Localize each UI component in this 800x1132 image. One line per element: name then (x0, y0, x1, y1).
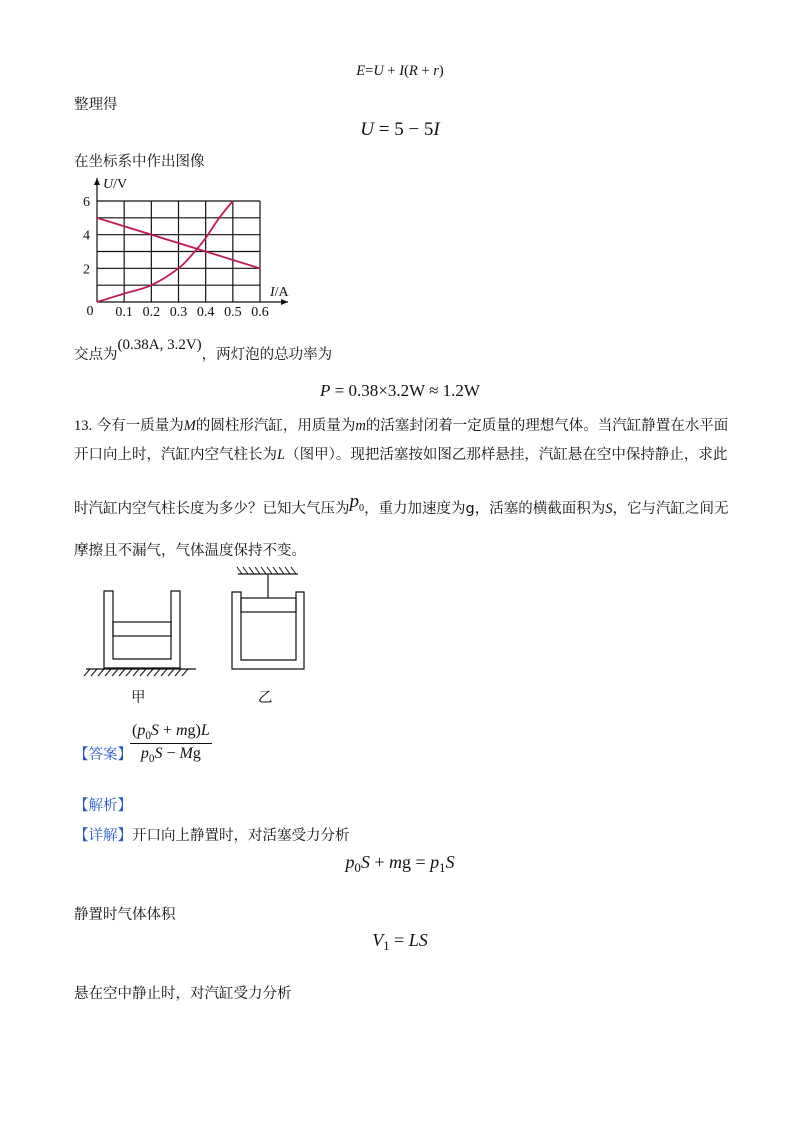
hatch-line (140, 669, 146, 676)
equation-u (0, 119, 800, 141)
detail-label: 【详解】 (74, 828, 132, 844)
q-l1-m: m (355, 418, 366, 434)
answer-fraction (130, 722, 212, 765)
hatch-line (267, 567, 272, 574)
yi-cylinder-wall (232, 592, 304, 669)
hatch-line (168, 669, 174, 676)
y-axis-label: U/V (103, 177, 128, 192)
eq2-U: U (360, 119, 374, 140)
label-yi: 乙 (258, 690, 273, 706)
eq1-r: r (433, 63, 439, 79)
hatch-line (249, 567, 254, 574)
hatch-line (291, 567, 296, 574)
hatch-line (175, 669, 181, 676)
question-number: 13. (74, 418, 93, 434)
q-l1-a: 今有一质量为 (96, 418, 184, 434)
hatch-line (255, 567, 260, 574)
x-tick-label: 0.2 (142, 305, 161, 320)
power-rhs: = 0.38×3.2W ≈ 1.2W (334, 381, 480, 400)
an-n3: S (150, 722, 159, 739)
question-line-1 (74, 416, 728, 436)
equation-piston-balance (0, 852, 800, 876)
an-n4: + (158, 722, 176, 739)
y-axis-arrow (94, 178, 100, 185)
hatch-line (161, 669, 167, 676)
question-line-4: 摩擦且不漏气，气体温度保持不变。 (74, 543, 306, 559)
eq2-I: I (433, 119, 440, 140)
x-tick-label: 0.4 (196, 305, 215, 320)
eq1-plus: + (387, 63, 396, 79)
hatch-line (84, 669, 90, 676)
intersection-suffix: ，两灯泡的总功率为 (201, 347, 333, 363)
an-d3: − (162, 745, 180, 762)
hatch-line (261, 567, 266, 574)
hatch-line (112, 669, 118, 676)
x-tick-label: 0.5 (224, 305, 242, 320)
text-rearrange: 整理得 (74, 97, 118, 113)
text-hang: 悬在空中静止时，对汽缸受力分析 (74, 986, 292, 1002)
label-jia: 甲 (131, 690, 146, 706)
detail-line (74, 826, 350, 846)
an-d2: S (154, 745, 163, 762)
hatch-line (273, 567, 278, 574)
eq3-sub0: 0 (354, 861, 361, 875)
hatch-line (91, 669, 97, 676)
an-d1: 0 (148, 753, 155, 765)
eq2-rhs: = 5 − 5 (378, 119, 434, 140)
text-volume: 静置时气体体积 (74, 907, 176, 923)
answer-denominator (130, 744, 212, 765)
hatch-line (279, 567, 284, 574)
eq1-open-paren: ( (404, 63, 409, 79)
eq3-S2: S (445, 852, 455, 872)
x-axis-label: I/A (270, 285, 289, 300)
an-n1: p (137, 722, 146, 739)
eq3-g-eq: g = (402, 852, 431, 872)
eq3-S: S (360, 852, 370, 872)
hatch-line (105, 669, 111, 676)
q-l3-a: 时汽缸内空气柱长度为多少？已知大气压为 (74, 501, 350, 517)
eq3-p: p (345, 852, 355, 872)
hatch-line (154, 669, 160, 676)
eq4-V: V (372, 930, 384, 950)
equation-power (0, 381, 800, 401)
hatch-line (119, 669, 125, 676)
y-tick-label: 6 (83, 195, 90, 210)
question-line-3 (74, 491, 729, 525)
yi-ceiling-hatch (237, 567, 296, 574)
yi-piston (241, 598, 296, 612)
q-l3-p-sub: 0 (359, 503, 365, 514)
answer-label: 【答案】 (74, 747, 132, 763)
intersection-value: (0.38A, 3.2V) (117, 337, 202, 353)
detail-text: 开口向上静置时，对活塞受力分析 (132, 828, 350, 844)
power-P: P (320, 381, 331, 400)
q-l1-c: 的活塞封闭着一定质量的理想气体。当汽缸静置在水平面 (365, 418, 729, 434)
an-n2: 0 (145, 730, 151, 742)
x-tick-label: 0.6 (251, 305, 269, 320)
q-l1-b: 的圆柱形汽缸，用质量为 (195, 418, 356, 434)
equation-emf (0, 61, 800, 81)
eq4-sub: 1 (383, 939, 390, 953)
hatch-line (133, 669, 139, 676)
eq3-p1: p (430, 852, 440, 872)
analysis-label: 【解析】 (74, 798, 132, 814)
eq3-m: m (389, 852, 402, 872)
answer-numerator (130, 722, 212, 744)
eq1-E: E (356, 63, 366, 79)
q-l3-S: S (605, 501, 613, 517)
eq1-equals: = (365, 63, 374, 79)
jia-cylinder-wall (104, 591, 180, 668)
an-n7: L (200, 722, 210, 739)
q-l2-L: L (277, 447, 286, 463)
q-l3-c: ，它与汽缸之间无 (612, 501, 729, 517)
an-n0: ( (132, 722, 138, 739)
hatch-line (182, 669, 188, 676)
q-l3-b: ，重力加速度为g，活塞的横截面积为 (364, 501, 606, 517)
intersection-prefix: 交点为 (74, 347, 118, 363)
hatch-line (98, 669, 104, 676)
question-line-2 (74, 445, 727, 465)
x-tick-label: 0.1 (115, 305, 133, 320)
an-n6: g) (187, 722, 201, 739)
hatch-line (147, 669, 153, 676)
q-l1-M: M (183, 418, 196, 434)
text-plot: 在坐标系中作出图像 (74, 154, 205, 170)
y-tick-label: 4 (83, 228, 90, 244)
eq1-U: U (373, 63, 384, 79)
intersection-line (74, 337, 333, 365)
jia-ground-hatch (84, 669, 188, 676)
eq3-plus: + (369, 852, 389, 872)
eq1-plus-2: + (421, 63, 430, 79)
hatch-line (285, 567, 290, 574)
eq1-I: I (399, 63, 405, 79)
equation-volume (0, 930, 800, 954)
an-d0: p (140, 745, 149, 762)
y-tick-label: 2 (83, 262, 90, 278)
q-l2-b: （图甲）。现把活塞按如图乙那样悬挂，汽缸悬在空中保持静止，求此 (285, 447, 728, 463)
q-l2-a: 开口向上时，汽缸内空气柱长为 (74, 447, 277, 463)
eq3-sub1: 1 (439, 861, 446, 875)
an-d4: M (179, 745, 193, 762)
eq1-R: R (408, 63, 418, 79)
eq4-LS: LS (408, 930, 428, 950)
q-l3-p: p (349, 491, 359, 512)
origin-label: 0 (86, 304, 94, 319)
an-d5: g (192, 745, 201, 762)
figure-yi (222, 562, 312, 680)
figure-jia (82, 585, 202, 680)
hatch-line (237, 567, 242, 574)
hatch-line (243, 567, 248, 574)
x-tick-label: 0.3 (169, 305, 188, 320)
jia-piston (113, 622, 171, 636)
hatch-line (126, 669, 132, 676)
eq4-eq: = (389, 930, 409, 950)
answer-frac (130, 722, 212, 765)
an-n5: m (175, 722, 188, 739)
eq1-close-paren: ) (438, 63, 444, 79)
iu-chart (70, 172, 310, 322)
